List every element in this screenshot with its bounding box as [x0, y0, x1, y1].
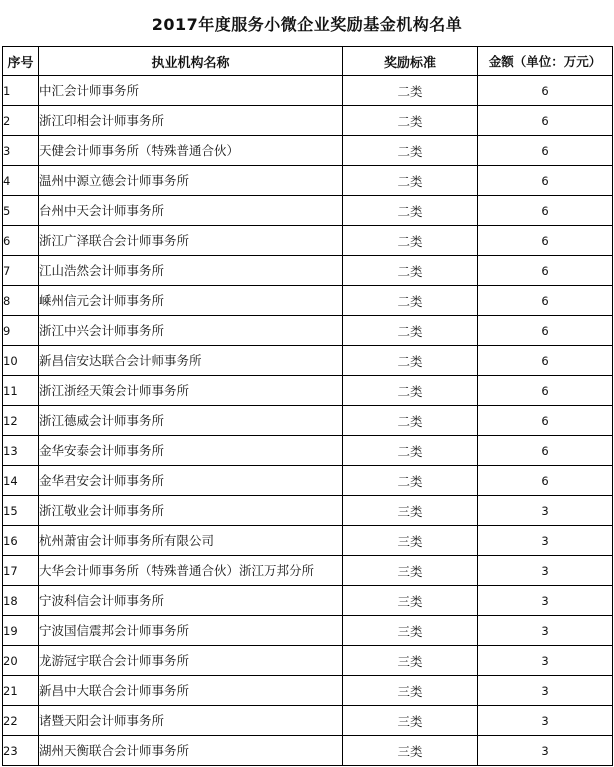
firm-name: 宁波科信会计师事务所: [39, 586, 343, 616]
award-amount: 3: [478, 586, 613, 616]
table-row: [3, 646, 613, 676]
firm-name: 新昌信安达联合会计师事务所: [39, 346, 343, 376]
table-row: [3, 346, 613, 376]
row-number: 23: [3, 736, 39, 766]
award-amount: 3: [478, 526, 613, 556]
award-standard: 三类: [343, 736, 478, 766]
firm-name: 台州中天会计师事务所: [39, 196, 343, 226]
row-number: 10: [3, 346, 39, 376]
award-amount: 6: [478, 316, 613, 346]
row-number: 21: [3, 676, 39, 706]
table-row: [3, 556, 613, 586]
award-amount: 3: [478, 556, 613, 586]
award-standard: 三类: [343, 616, 478, 646]
firm-name: 浙江敬业会计师事务所: [39, 496, 343, 526]
row-number: 2: [3, 106, 39, 136]
table-row: [3, 106, 613, 136]
award-standard: 二类: [343, 466, 478, 496]
firm-name: 龙游冠宇联合会计师事务所: [39, 646, 343, 676]
firm-name: 浙江印相会计师事务所: [39, 106, 343, 136]
award-standard: 二类: [343, 286, 478, 316]
table-row: [3, 586, 613, 616]
award-amount: 6: [478, 376, 613, 406]
firm-name: 杭州萧宙会计师事务所有限公司: [39, 526, 343, 556]
row-number: 22: [3, 706, 39, 736]
table-row: [3, 166, 613, 196]
table-row: [3, 466, 613, 496]
award-amount: 3: [478, 496, 613, 526]
award-standard: 三类: [343, 706, 478, 736]
firm-name: 大华会计师事务所（特殊普通合伙）浙江万邦分所: [39, 556, 343, 586]
award-standard: 二类: [343, 136, 478, 166]
table-row: [3, 676, 613, 706]
award-amount: 3: [478, 646, 613, 676]
award-amount: 6: [478, 346, 613, 376]
award-standard: 三类: [343, 556, 478, 586]
award-amount: 3: [478, 676, 613, 706]
award-amount: 6: [478, 256, 613, 286]
award-standard: 二类: [343, 166, 478, 196]
award-standard: 二类: [343, 376, 478, 406]
row-number: 4: [3, 166, 39, 196]
row-number: 20: [3, 646, 39, 676]
row-number: 15: [3, 496, 39, 526]
award-standard: 三类: [343, 646, 478, 676]
award-standard: 二类: [343, 316, 478, 346]
firm-name: 湖州天衡联合会计师事务所: [39, 736, 343, 766]
firm-name: 浙江浙经天策会计师事务所: [39, 376, 343, 406]
award-standard: 三类: [343, 526, 478, 556]
row-number: 6: [3, 226, 39, 256]
table-row: [3, 436, 613, 466]
award-amount: 6: [478, 436, 613, 466]
award-amount: 6: [478, 106, 613, 136]
table-row: [3, 406, 613, 436]
table-row: [3, 376, 613, 406]
row-number: 12: [3, 406, 39, 436]
firm-name: 浙江中兴会计师事务所: [39, 316, 343, 346]
page-title: 2017年度服务小微企业奖励基金机构名单: [151, 14, 463, 34]
header-standard: 奖励标准: [343, 47, 478, 76]
row-number: 18: [3, 586, 39, 616]
table-row: [3, 706, 613, 736]
award-amount: 6: [478, 286, 613, 316]
row-number: 14: [3, 466, 39, 496]
row-number: 16: [3, 526, 39, 556]
firm-name: 中汇会计师事务所: [39, 76, 343, 106]
firm-name: 天健会计师事务所（特殊普通合伙）: [39, 136, 343, 166]
table-row: [3, 136, 613, 166]
award-standard: 二类: [343, 226, 478, 256]
firm-name: 诸暨天阳会计师事务所: [39, 706, 343, 736]
table-row: [3, 616, 613, 646]
award-standard: 二类: [343, 406, 478, 436]
row-number: 1: [3, 76, 39, 106]
firm-name: 嵊州信元会计师事务所: [39, 286, 343, 316]
row-number: 8: [3, 286, 39, 316]
award-table: [2, 46, 613, 766]
table-body: [3, 76, 613, 766]
firm-name: 温州中源立德会计师事务所: [39, 166, 343, 196]
award-standard: 三类: [343, 586, 478, 616]
firm-name: 新昌中大联合会计师事务所: [39, 676, 343, 706]
award-amount: 3: [478, 736, 613, 766]
firm-name: 金华君安会计师事务所: [39, 466, 343, 496]
firm-name: 浙江广泽联合会计师事务所: [39, 226, 343, 256]
header-no: 序号: [3, 47, 39, 76]
firm-name: 宁波国信震邦会计师事务所: [39, 616, 343, 646]
row-number: 11: [3, 376, 39, 406]
award-amount: 3: [478, 616, 613, 646]
table-row: [3, 286, 613, 316]
row-number: 5: [3, 196, 39, 226]
award-standard: 二类: [343, 346, 478, 376]
table-row: [3, 76, 613, 106]
award-standard: 三类: [343, 496, 478, 526]
table-row: [3, 256, 613, 286]
row-number: 3: [3, 136, 39, 166]
award-amount: 6: [478, 196, 613, 226]
row-number: 9: [3, 316, 39, 346]
award-standard: 二类: [343, 256, 478, 286]
row-number: 19: [3, 616, 39, 646]
award-standard: 二类: [343, 436, 478, 466]
firm-name: 金华安泰会计师事务所: [39, 436, 343, 466]
table-row: [3, 316, 613, 346]
header-row: [3, 47, 613, 76]
award-amount: 6: [478, 466, 613, 496]
award-standard: 三类: [343, 676, 478, 706]
firm-name: 浙江德威会计师事务所: [39, 406, 343, 436]
award-amount: 6: [478, 136, 613, 166]
award-amount: 6: [478, 226, 613, 256]
award-standard: 二类: [343, 196, 478, 226]
award-amount: 6: [478, 76, 613, 106]
firm-name: 江山浩然会计师事务所: [39, 256, 343, 286]
table-row: [3, 496, 613, 526]
row-number: 13: [3, 436, 39, 466]
award-standard: 二类: [343, 76, 478, 106]
table-row: [3, 736, 613, 766]
header-amount: 金额（单位：万元）: [478, 47, 613, 76]
table-row: [3, 226, 613, 256]
award-amount: 6: [478, 166, 613, 196]
table-row: [3, 196, 613, 226]
row-number: 7: [3, 256, 39, 286]
table-row: [3, 526, 613, 556]
header-name: 执业机构名称: [39, 47, 343, 76]
row-number: 17: [3, 556, 39, 586]
award-standard: 二类: [343, 106, 478, 136]
award-amount: 6: [478, 406, 613, 436]
award-amount: 3: [478, 706, 613, 736]
